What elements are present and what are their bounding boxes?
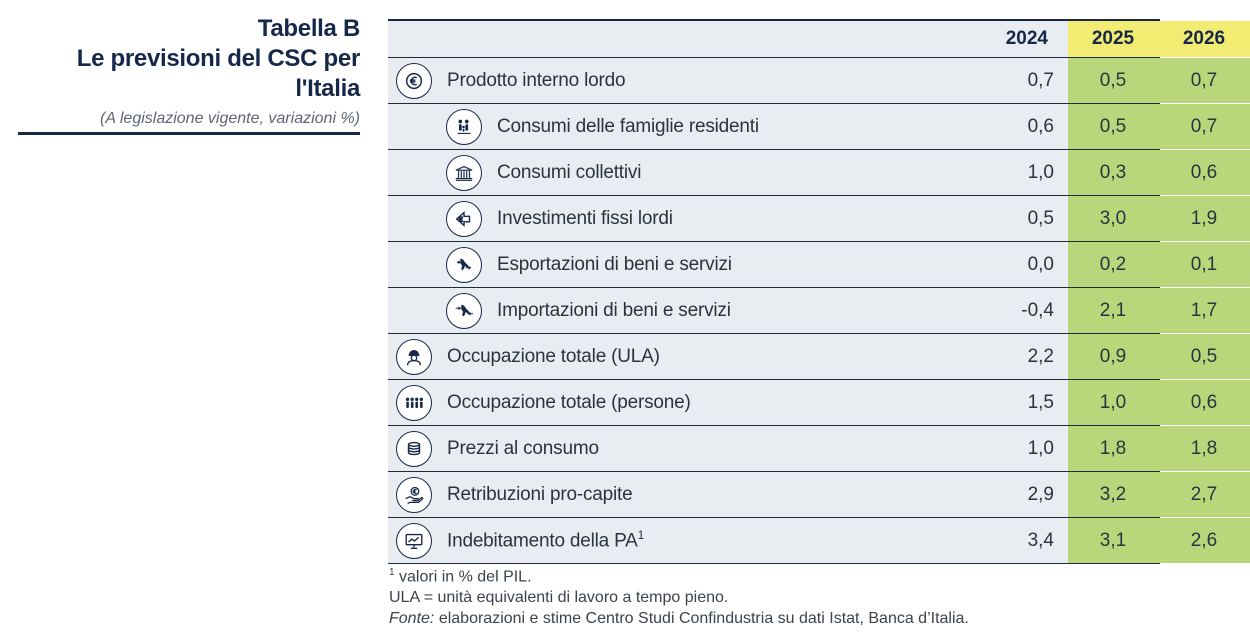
public-building-icon bbox=[446, 155, 482, 191]
value-cell-2025: 0,3 bbox=[1068, 150, 1158, 195]
table-row bbox=[388, 518, 1218, 564]
table-row bbox=[388, 334, 1218, 380]
value-cell-2026: 0,5 bbox=[1158, 334, 1250, 379]
euro-coin-icon bbox=[396, 63, 432, 99]
row-label-wrap bbox=[497, 300, 731, 322]
value-cell-2025: 3,1 bbox=[1068, 518, 1158, 563]
row-label-cell bbox=[388, 104, 978, 149]
header-2024: 2024 bbox=[978, 21, 1068, 57]
table-header-row bbox=[388, 21, 1226, 58]
value-cell-2024: 0,6 bbox=[978, 104, 1068, 149]
footnote-1 bbox=[389, 562, 969, 587]
row-label-wrap bbox=[447, 484, 633, 506]
monitor-chart-icon bbox=[396, 523, 432, 559]
row-label-wrap bbox=[447, 438, 599, 460]
value-cell-2026: 2,6 bbox=[1158, 518, 1250, 563]
value-cell-2026: 1,8 bbox=[1158, 426, 1250, 471]
row-label: Indebitamento della PA bbox=[447, 530, 638, 552]
row-label: Occupazione totale (persone) bbox=[447, 391, 691, 413]
row-label: Prodotto interno lordo bbox=[447, 69, 626, 91]
value-cell-2026: 1,7 bbox=[1158, 288, 1250, 333]
footnote-1-text: valori in % del PIL. bbox=[399, 568, 532, 586]
forecast-table bbox=[388, 19, 1226, 564]
row-label-wrap bbox=[497, 162, 641, 184]
header-2026: 2026 bbox=[1158, 21, 1250, 57]
table-heading bbox=[18, 14, 360, 130]
table-row bbox=[388, 242, 1218, 288]
header-label-cell bbox=[388, 21, 978, 57]
value-cell-2026: 1,9 bbox=[1158, 196, 1250, 241]
header-2025: 2025 bbox=[1068, 21, 1158, 57]
heading-rule bbox=[18, 132, 360, 135]
value-cell-2024: 2,2 bbox=[978, 334, 1068, 379]
table-row bbox=[388, 58, 1218, 104]
footnote-source bbox=[389, 608, 969, 629]
row-label: Importazioni di beni e servizi bbox=[497, 299, 731, 321]
value-cell-2026: 0,7 bbox=[1158, 58, 1250, 103]
row-label-cell bbox=[388, 380, 978, 425]
value-cell-2025: 3,2 bbox=[1068, 472, 1158, 517]
row-label: Investimenti fissi lordi bbox=[497, 207, 673, 229]
table-subtitle: (A legislazione vigente, variazioni %) bbox=[100, 110, 360, 127]
source-text: elaborazioni e stime Centro Studi Confindustria su dati Istat, Banca d’Italia. bbox=[438, 610, 969, 628]
row-label-wrap bbox=[497, 254, 732, 276]
row-label-wrap bbox=[447, 528, 644, 552]
row-label: Prezzi al consumo bbox=[447, 437, 599, 459]
people-group-icon bbox=[396, 385, 432, 421]
table-row bbox=[388, 472, 1218, 518]
table-row bbox=[388, 104, 1218, 150]
value-cell-2024: 1,0 bbox=[978, 150, 1068, 195]
footnotes bbox=[389, 562, 969, 629]
hand-euro-icon bbox=[396, 477, 432, 513]
table-title: Le previsioni del CSC per l'Italia bbox=[76, 45, 360, 102]
value-cell-2025: 0,9 bbox=[1068, 334, 1158, 379]
row-label-cell bbox=[388, 472, 978, 517]
value-cell-2024: -0,4 bbox=[978, 288, 1068, 333]
row-label-wrap bbox=[497, 208, 673, 230]
value-cell-2024: 0,0 bbox=[978, 242, 1068, 287]
row-label: Consumi delle famiglie residenti bbox=[497, 115, 759, 137]
value-cell-2024: 2,9 bbox=[978, 472, 1068, 517]
value-cell-2026: 0,1 bbox=[1158, 242, 1250, 287]
value-cell-2024: 1,5 bbox=[978, 380, 1068, 425]
footnote-ula: ULA = unità equivalenti di lavoro a tempo pieno. bbox=[389, 589, 729, 607]
italy-export-icon bbox=[446, 247, 482, 283]
value-cell-2024: 0,7 bbox=[978, 58, 1068, 103]
row-label-cell bbox=[388, 150, 978, 195]
family-icon bbox=[446, 109, 482, 145]
coin-stack-icon bbox=[396, 431, 432, 467]
table-body bbox=[388, 58, 1218, 564]
row-label-cell bbox=[388, 334, 978, 379]
table-row bbox=[388, 196, 1218, 242]
row-label-cell bbox=[388, 288, 978, 333]
value-cell-2025: 1,8 bbox=[1068, 426, 1158, 471]
value-cell-2026: 0,6 bbox=[1158, 150, 1250, 195]
row-label-cell bbox=[388, 58, 978, 103]
value-cell-2026: 0,7 bbox=[1158, 104, 1250, 149]
table-label: Tabella B bbox=[257, 15, 360, 42]
value-cell-2025: 1,0 bbox=[1068, 380, 1158, 425]
italy-import-icon bbox=[446, 293, 482, 329]
value-cell-2025: 2,1 bbox=[1068, 288, 1158, 333]
row-label-wrap bbox=[447, 346, 660, 368]
row-label: Occupazione totale (ULA) bbox=[447, 345, 660, 367]
row-label-wrap bbox=[447, 70, 625, 92]
value-cell-2025: 0,5 bbox=[1068, 58, 1158, 103]
row-label-wrap bbox=[447, 392, 691, 414]
value-cell-2024: 1,0 bbox=[978, 426, 1068, 471]
value-cell-2026: 2,7 bbox=[1158, 472, 1250, 517]
row-label-cell bbox=[388, 426, 978, 471]
value-cell-2026: 0,6 bbox=[1158, 380, 1250, 425]
row-label-cell bbox=[388, 242, 978, 287]
value-cell-2024: 3,4 bbox=[978, 518, 1068, 563]
value-cell-2025: 0,5 bbox=[1068, 104, 1158, 149]
value-cell-2024: 0,5 bbox=[978, 196, 1068, 241]
row-label: Esportazioni di beni e servizi bbox=[497, 253, 732, 275]
row-label-wrap bbox=[497, 116, 759, 138]
value-cell-2025: 0,2 bbox=[1068, 242, 1158, 287]
value-cell-2025: 3,0 bbox=[1068, 196, 1158, 241]
euro-arrow-icon bbox=[446, 201, 482, 237]
table-row bbox=[388, 426, 1218, 472]
row-label-cell bbox=[388, 518, 978, 563]
table-row bbox=[388, 380, 1218, 426]
footnote-1-marker: 1 bbox=[389, 567, 395, 578]
row-footnote-marker: 1 bbox=[637, 528, 645, 543]
row-label-cell bbox=[388, 196, 978, 241]
row-label: Retribuzioni pro-capite bbox=[447, 483, 633, 505]
table-row bbox=[388, 288, 1218, 334]
source-label: Fonte: bbox=[389, 610, 435, 628]
table-row bbox=[388, 150, 1218, 196]
row-label: Consumi collettivi bbox=[497, 161, 642, 183]
worker-icon bbox=[396, 339, 432, 375]
